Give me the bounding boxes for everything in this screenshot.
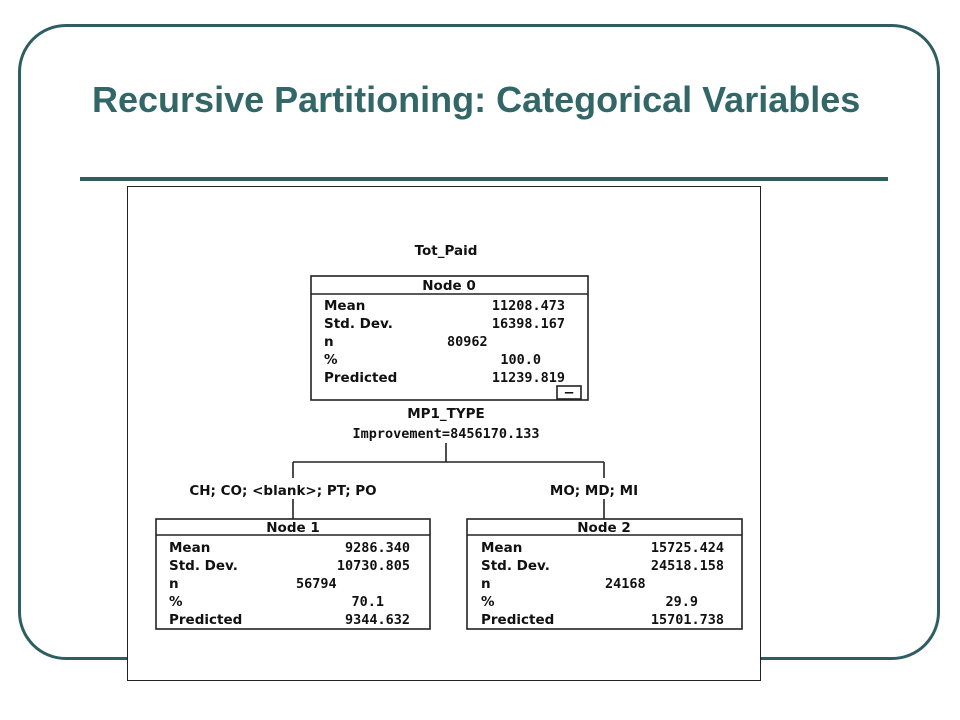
node-0-row-label: % — [324, 352, 338, 368]
node-0-row-value: 80962 — [447, 334, 488, 350]
decision-tree-figure — [127, 186, 761, 681]
node-1-row-label: Std. Dev. — [169, 558, 238, 574]
node-2-row-value: 15701.738 — [650, 612, 724, 628]
node-0-row-value: 16398.167 — [491, 316, 565, 332]
node-1-row-value: 9286.340 — [344, 540, 410, 556]
node-0 — [311, 276, 588, 401]
minus-icon[interactable]: − — [563, 385, 575, 401]
node-1-row-value: 10730.805 — [336, 558, 410, 574]
branch-condition-left: CH; CO; <blank>; PT; PO — [189, 483, 377, 499]
collapse-toggle-button[interactable] — [557, 385, 581, 401]
node-1 — [156, 499, 430, 629]
node-2-row-value: 24518.158 — [650, 558, 724, 574]
node-1-row-label: Mean — [169, 540, 211, 556]
node-0-row-label: Predicted — [324, 370, 398, 386]
node-0-row-value: 11208.473 — [491, 298, 565, 314]
node-0-row-label: Mean — [324, 298, 366, 314]
node-1-row-value: 70.1 — [351, 594, 384, 610]
node-1-row-value: 56794 — [296, 576, 337, 592]
node-1-row-label: Predicted — [169, 612, 243, 628]
node-1-row-value: 9344.632 — [344, 612, 410, 628]
node-1-row-label: % — [169, 594, 183, 610]
node-0-row-label: n — [324, 334, 334, 350]
title-underline — [80, 177, 888, 181]
node-2-row-value: 24168 — [605, 576, 646, 592]
node-2-row-label: n — [481, 576, 491, 592]
branch-condition-right: MO; MD; MI — [549, 483, 639, 499]
decision-tree-svg — [128, 187, 762, 682]
node-2 — [467, 499, 742, 629]
node-0-title: Node 0 — [422, 278, 476, 294]
node-2-title: Node 2 — [577, 520, 631, 536]
node-0-row-label: Std. Dev. — [324, 316, 393, 332]
target-variable-label: Tot_Paid — [414, 243, 478, 259]
node-2-row-label: % — [481, 594, 495, 610]
split-variable-label: MP1_TYPE — [407, 406, 485, 422]
node-2-row-label: Predicted — [481, 612, 555, 628]
node-2-row-label: Mean — [481, 540, 523, 556]
node-0-row-value: 100.0 — [500, 352, 541, 368]
node-1-row-label: n — [169, 576, 179, 592]
node-0-row-value: 11239.819 — [491, 370, 565, 386]
node-2-row-value: 29.9 — [665, 594, 698, 610]
node-1-title: Node 1 — [266, 520, 320, 536]
split-improvement-label: Improvement=8456170.133 — [352, 426, 540, 442]
node-2-row-label: Std. Dev. — [481, 558, 550, 574]
slide-title: Recursive Partitioning: Categorical Variables — [92, 79, 861, 120]
node-2-row-value: 15725.424 — [650, 540, 724, 556]
